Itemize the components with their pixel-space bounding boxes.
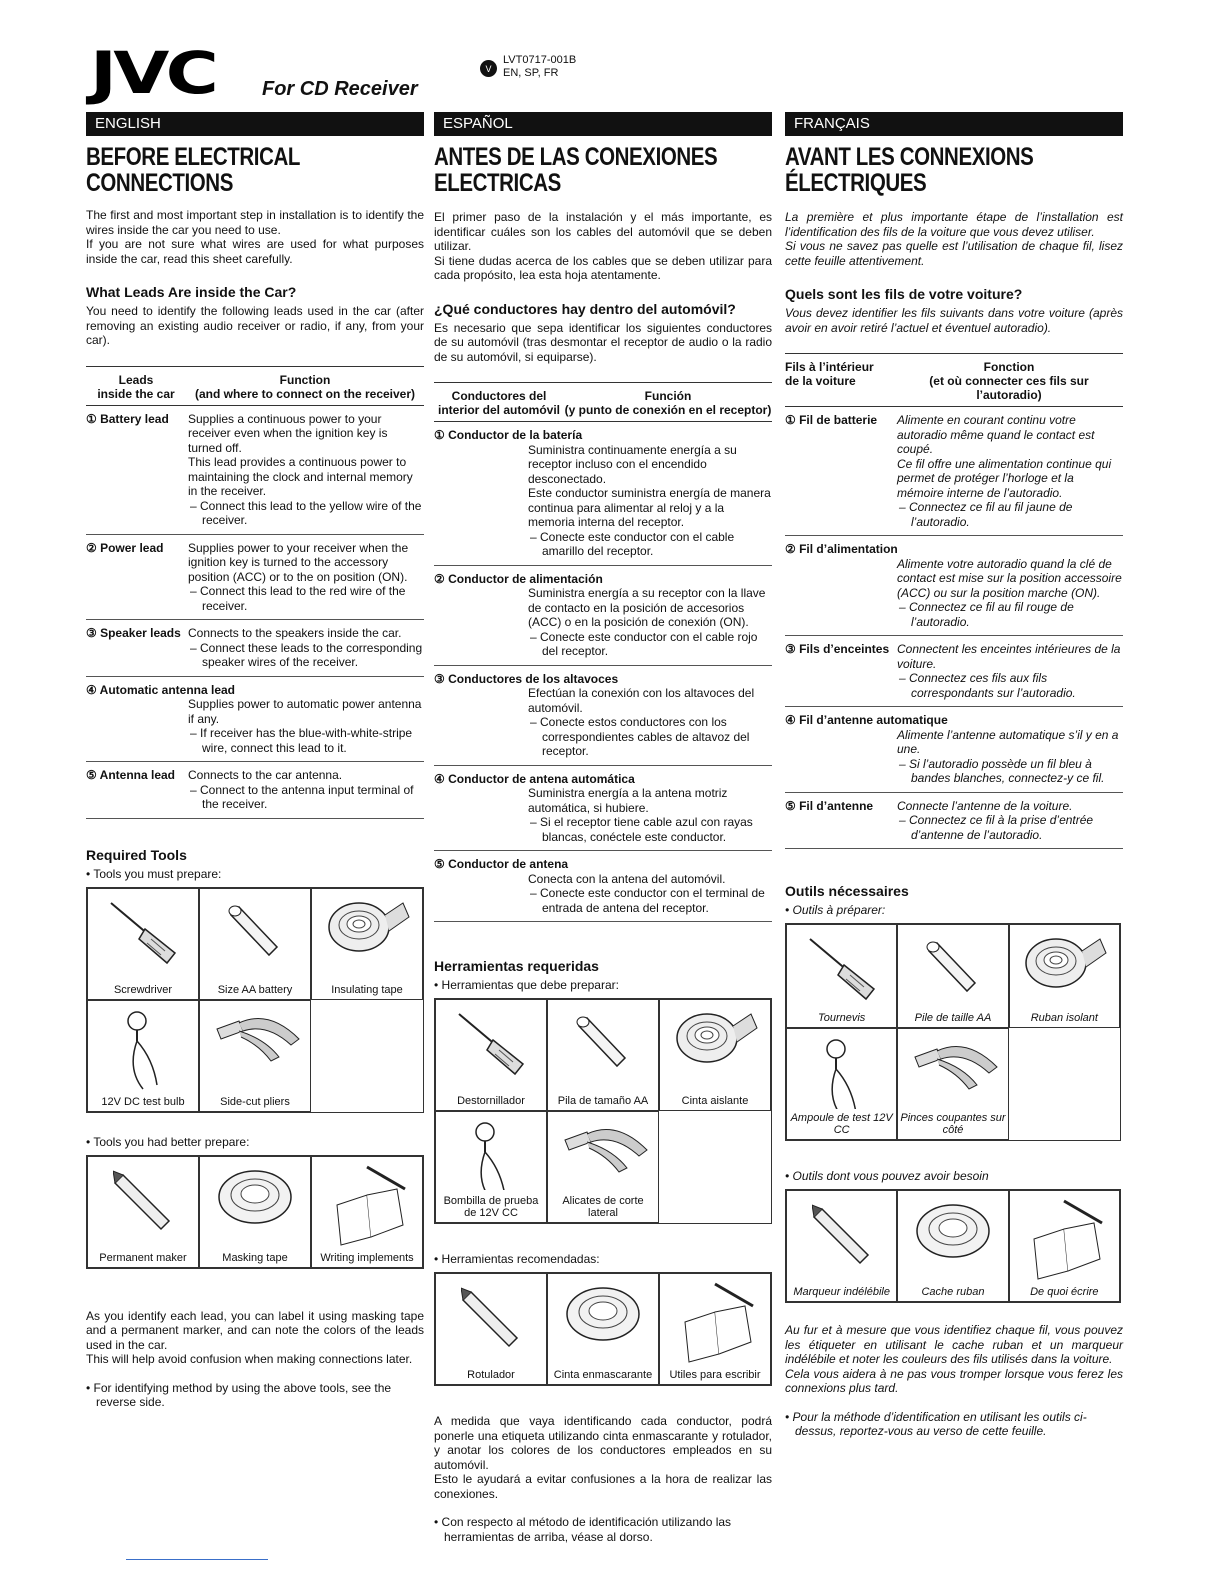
tools-better-label: • Herramientas recomendadas:: [434, 1252, 600, 1266]
footer-rule: [126, 1559, 268, 1560]
test-bulb-icon: [123, 1009, 163, 1093]
masking-tape-icon: [215, 1165, 295, 1225]
test-bulb-cell: Bombilla de prueba de 12V CC: [435, 1111, 547, 1223]
section-title: BEFORE ELECTRICAL CONNECTIONS: [86, 143, 300, 197]
table-header: Leads inside the car Function (and where to connect on the receiver): [86, 367, 424, 406]
spanish-column: [434, 112, 772, 1544]
battery-cell: Pile de taille AA: [897, 924, 1008, 1028]
tools-must-label: • Herramientas que debe preparar:: [434, 978, 619, 992]
outro-text: A medida que vaya identificando cada conductor, podrá ponerle una etiqueta utilizando cinta enmascarante y rotulador, y anotar los colores de los conductores empleados en su automóvil. Esto le ayudará a evitar confusiones a la hora de realizar las conexiones.: [434, 1414, 772, 1501]
table-row: ⑤ Fil d’antenne Connecte l’antenne de la voiture. – Connectez ce fil à la prise d’entrée d’antenne de l’autoradio.: [785, 793, 1123, 850]
insulating-tape-cell: Ruban isolant: [1009, 924, 1120, 1028]
table-header: Fils à l’intérieur de la voiture Fonction (et où connecter ces fils sur l’autoradio): [785, 354, 1123, 407]
writing-icon: [675, 1282, 755, 1364]
leads-table: [86, 366, 424, 819]
masking-tape-icon: [563, 1282, 643, 1342]
intro-text: El primer paso de la instalación y el más importante, es identificar cuáles son los cables del automóvil que se deben utilizar. Si tiene dudas acerca de los cables que se deben utilizar para cada propósito, lea esta hoja atentamente.: [434, 210, 772, 282]
marker-icon: [113, 1165, 173, 1233]
intro-text: The first and most important step in installation is to identify the wires inside the car you need to use. If you are not sure what wires are used for what purposes inside the car, read this sheet carefully.: [86, 208, 424, 266]
tools-grid-2: [434, 1272, 772, 1386]
battery-cell: Pila de tamaño AA: [547, 999, 659, 1111]
pliers-cell: Alicates de corte lateral: [547, 1111, 659, 1223]
writing-icon: [327, 1165, 407, 1247]
table-row: ② Conductor de alimentación Suministra energía a su receptor con la llave de contacto en la posición de accesorios (ACC) o en la posición de conexión (ON). – Conecte este conductor con el cable rojo del receptor.: [434, 566, 772, 666]
intro-text: La première et plus importante étape de l’installation est l’identification des fils de la voiture que vous devez utiliser. Si vous ne savez pas quelle est l’utilisation de chaque fil, lisez cette feuille attentivement.: [785, 210, 1123, 268]
writing-cell: Writing implements: [311, 1156, 423, 1268]
pliers-cell: Pinces coupantes sur côté: [897, 1028, 1008, 1140]
test-bulb-cell: 12V DC test bulb: [87, 1000, 199, 1112]
language-header: ESPAÑOL: [434, 112, 772, 136]
pliers-icon: [209, 1009, 301, 1065]
insulating-tape-icon: [671, 1008, 759, 1068]
table-row: ④ Conductor de antena automática Suministra energía a la antena motriz automática, si hubiere. – Si el receptor tiene cable azul con rayas blancas, conéctele este conductor.: [434, 766, 772, 852]
section-title: AVANT LES CONNEXIONS ÉLECTRIQUES: [785, 143, 1034, 197]
table-row: ② Power lead Supplies power to your receiver when the ignition key is turned to the accessory position (ACC) or to the on position (ON). – Connect this lead to the red wire of the receiver.: [86, 535, 424, 621]
pliers-cell: Side-cut pliers: [199, 1000, 311, 1112]
tools-grid-2: [785, 1189, 1121, 1303]
reverse-note: • Con respecto al método de identificación utilizando las herramientas de arriba, véase al dorso.: [434, 1515, 732, 1544]
masking-tape-cell: Masking tape: [199, 1156, 311, 1268]
outro-text: Au fur et à mesure que vous identifiez chaque fil, vous pouvez les étiqueter en utilisant le cache ruban et un marqueur indélébile et noter les couleurs des fils utilisés dans la voiture. Cela vous aidera à ne pas vous tromper lorsque vous ferez les connexions plus tard.: [785, 1323, 1123, 1395]
masking-tape-cell: Cache ruban: [897, 1190, 1008, 1302]
table-row: ④ Automatic antenna lead Supplies power to automatic power antenna if any. – If receiver has the blue-with-white-stripe wire, connect this lead to it.: [86, 677, 424, 763]
test-bulb-icon: [471, 1120, 511, 1190]
marker-cell: Permanent maker: [87, 1156, 199, 1268]
region-badge-icon: V: [480, 60, 497, 77]
screwdriver-icon: [804, 933, 880, 1003]
writing-icon: [1024, 1199, 1104, 1281]
tools-grid: [86, 887, 424, 1113]
leads-heading: What Leads Are inside the Car?: [86, 284, 297, 300]
test-bulb-cell: Ampoule de test 12V CC: [786, 1028, 897, 1140]
tools-heading: Required Tools: [86, 846, 187, 863]
reverse-note: • Pour la méthode d’identification en utilisant les outils ci-dessus, reportez-vous au verso de cette feuille.: [785, 1409, 1087, 1438]
insulating-tape-cell: Cinta aislante: [659, 999, 771, 1111]
table-row: ③ Conductores de los altavoces Efectúan la conexión con los altavoces del automóvil. – Conecte estos conductores con los correspondientes cables de altavoz del receptor.: [434, 666, 772, 766]
table-row: ③ Fils d’enceintes Connectent les enceintes intérieures de la voiture. – Connectez ces fils aux fils correspondants sur l’autoradio.: [785, 636, 1123, 707]
table-row: ① Battery lead Supplies a continuous power to your receiver even when the ignition key is turned off. This lead provides a continuous power to maintaining the clock and internal memory in the receiver. – Connect this lead to the yellow wire of the receiver.: [86, 406, 424, 535]
jvc-logo: JVC: [90, 39, 216, 107]
outro-text: As you identify each lead, you can label it using masking tape and a permanent marker, and can note the colors of the leads used in the car. This will help avoid confusion when making connections later.: [86, 1308, 424, 1366]
marker-icon: [812, 1199, 872, 1267]
masking-tape-icon: [913, 1199, 993, 1259]
leads-table: [434, 382, 772, 922]
english-column: [86, 112, 424, 1410]
marker-cell: Rotulador: [435, 1273, 547, 1385]
table-row: ① Fil de batterie Alimente en courant continu votre autoradio même quand le contact est coupé. Ce fil offre une alimentation continue qui permet de protéger l’horloge et la mémoire interne de l’autoradio. – Connectez ce fil au fil jaune de l’autoradio.: [785, 407, 1123, 536]
table-row: ④ Fil d’antenne automatique Alimente l’antenne automatique s’il y en a une. – Si l’autoradio possède un fil bleu à bandes blanches, connectez-y ce fil.: [785, 707, 1123, 793]
leads-paragraph: You need to identify the following leads used in the car (after removing an existing audio receiver or radio, if any, from your car).: [86, 304, 424, 347]
tools-grid: [434, 998, 772, 1224]
tools-better-label: • Outils dont vous pouvez avoir besoin: [785, 1169, 989, 1183]
tools-grid-2: [86, 1155, 424, 1269]
test-bulb-icon: [822, 1037, 862, 1109]
tools-must-label: • Tools you must prepare:: [86, 866, 222, 881]
section-title: ANTES DE LAS CONEXIONES ELECTRICAS: [434, 143, 718, 197]
pliers-icon: [557, 1120, 649, 1176]
leads-heading: ¿Qué conductores hay dentro del automóvil?: [434, 300, 736, 317]
table-row: ② Fil d’alimentation Alimente votre autoradio quand la clé de contact est mise sur la position accessoire (ACC) ou sur la position marche (ON). – Connectez ce fil au fil rouge de l’autoradio.: [785, 536, 1123, 636]
leads-table: [785, 353, 1123, 849]
table-row: ⑤ Conductor de antena Conecta con la antena del automóvil. – Conecte este conductor con el terminal de entrada de antena del receptor.: [434, 851, 772, 922]
leads-paragraph: Es necesario que sepa identificar los siguientes conductores de su automóvil (tras desmontar el receptor de audio o la radio de su automóvil, si equiparse).: [434, 320, 772, 364]
screwdriver-icon: [105, 897, 181, 967]
leads-paragraph: Vous devez identifier les fils suivants dans votre voiture (après avoir en avoir retiré l’actuel et éventuel autoradio).: [785, 306, 1123, 335]
battery-cell: Size AA battery: [199, 888, 311, 1000]
battery-icon: [575, 1008, 631, 1070]
tools-grid: [785, 923, 1121, 1141]
battery-icon: [227, 897, 283, 959]
screwdriver-cell: Screwdriver: [87, 888, 199, 1000]
language-header: ENGLISH: [86, 112, 424, 136]
pliers-icon: [907, 1037, 999, 1093]
table-header: Conductores del interior del automóvil Función (y punto de conexión en el receptor): [434, 383, 772, 422]
tools-better-label: • Tools you had better prepare:: [86, 1134, 250, 1149]
screwdriver-icon: [453, 1008, 529, 1078]
screwdriver-cell: Tournevis: [786, 924, 897, 1028]
insulating-tape-cell: Insulating tape: [311, 888, 423, 1000]
language-header: FRANÇAIS: [785, 112, 1123, 136]
battery-icon: [925, 933, 981, 995]
french-column: [785, 112, 1123, 1439]
table-row: ③ Speaker leads Connects to the speakers inside the car. – Connect these leads to the corresponding speaker wires of the receiver.: [86, 620, 424, 677]
marker-cell: Marqueur indélébile: [786, 1190, 897, 1302]
writing-cell: De quoi écrire: [1009, 1190, 1120, 1302]
document-code: LVT0717-001B EN, SP, FR: [503, 54, 577, 79]
tools-heading: Herramientas requeridas: [434, 958, 599, 974]
reverse-note: • For identifying method by using the above tools, see the reverse side.: [86, 1380, 392, 1409]
tools-heading: Outils nécessaires: [785, 883, 909, 899]
table-row: ① Conductor de la batería Suministra continuamente energía a su receptor incluso con el encendido desconectado. Este conductor suministra energía de manera continua para alimentar al reloj y a la memoria interna del receptor. – Conecte este conductor con el cable amarillo del receptor.: [434, 422, 772, 566]
document-subtitle: For CD Receiver: [262, 78, 418, 100]
insulating-tape-icon: [1020, 933, 1108, 993]
table-row: ⑤ Antenna lead Connects to the car antenna. – Connect to the antenna input terminal of the receiver.: [86, 762, 424, 819]
marker-icon: [461, 1282, 521, 1350]
insulating-tape-icon: [323, 897, 411, 957]
writing-cell: Utiles para escribir: [659, 1273, 771, 1385]
leads-heading: Quels sont les fils de votre voiture?: [785, 286, 1023, 302]
screwdriver-cell: Destornillador: [435, 999, 547, 1111]
masking-tape-cell: Cinta enmascarante: [547, 1273, 659, 1385]
tools-must-label: • Outils à préparer:: [785, 903, 886, 917]
